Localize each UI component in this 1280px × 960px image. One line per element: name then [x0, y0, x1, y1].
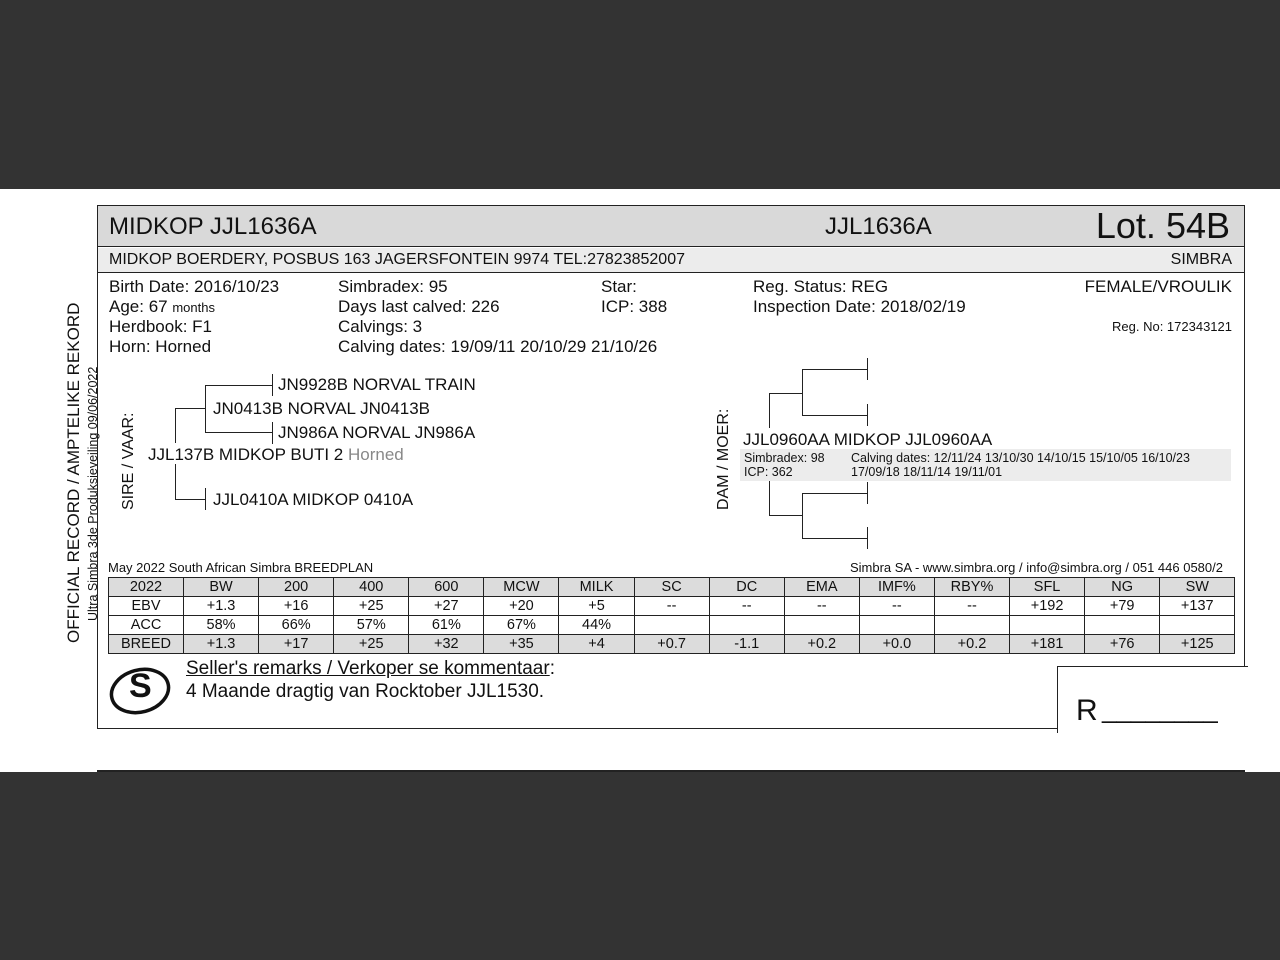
table-cell: ACC: [109, 616, 184, 635]
table-cell: [784, 616, 859, 635]
table-cell: +192: [1010, 597, 1085, 616]
icp: ICP: 388: [601, 297, 668, 316]
table-cell: 58%: [184, 616, 259, 635]
table-cell: +0.0: [859, 635, 934, 654]
remarks-heading: Seller's remarks / Verkoper se kommentaar:: [186, 658, 555, 679]
sire-parent-sire: JN0413B NORVAL JN0413B: [213, 399, 431, 418]
table-cell: --: [709, 597, 784, 616]
sale-name-label: Ultra Simbra 3de Produksieveiling 09/06/2022: [86, 366, 100, 621]
registration-number: Reg. No: 172343121: [1112, 319, 1232, 334]
auction-sheet: [0, 189, 1280, 772]
animal-name: MIDKOP JJL1636A: [109, 213, 317, 240]
table-cell: BREED: [109, 635, 184, 654]
table-cell: 2022: [109, 578, 184, 597]
price-box: [1057, 666, 1248, 733]
table-row-ebv: [109, 597, 1235, 616]
herdbook: Herdbook: F1: [109, 317, 212, 336]
horn-status: Horn: Horned: [109, 337, 212, 356]
official-record-label: OFFICIAL RECORD / AMPTELIKE REKORD: [64, 302, 83, 643]
table-cell: MILK: [559, 578, 634, 597]
table-cell: +0.2: [934, 635, 1009, 654]
breeder-address: MIDKOP BOERDERY, POSBUS 163 JAGERSFONTEIN 9974 TEL:27823852007: [109, 251, 685, 268]
table-cell: +17: [259, 635, 334, 654]
dam-simbradex: Simbradex: 98: [744, 451, 825, 465]
table-cell: 61%: [409, 616, 484, 635]
table-cell: --: [634, 597, 709, 616]
birth-date: Birth Date: 2016/10/23: [109, 277, 280, 296]
table-cell: +125: [1160, 635, 1235, 654]
breedplan-table: [108, 577, 1235, 654]
table-cell: +4: [559, 635, 634, 654]
table-cell: --: [784, 597, 859, 616]
age-unit: months: [172, 300, 215, 315]
table-cell: RBY%: [934, 578, 1009, 597]
table-cell: +16: [259, 597, 334, 616]
table-cell: [1160, 616, 1235, 635]
sire-name: JJL137B MIDKOP BUTI 2 Horned: [148, 445, 404, 464]
dam-calving-dates-1: Calving dates: 12/11/24 13/10/30 14/10/15 15/10/05 16/10/23: [851, 451, 1190, 465]
table-cell: -1.1: [709, 635, 784, 654]
table-cell: +35: [484, 635, 559, 654]
table-cell: EBV: [109, 597, 184, 616]
table-cell: --: [859, 597, 934, 616]
table-cell: +79: [1085, 597, 1160, 616]
table-cell: [859, 616, 934, 635]
sire-horn: Horned: [348, 445, 404, 464]
dam-calving-dates-2: 17/09/18 18/11/14 19/11/01: [851, 465, 1003, 479]
breedplan-title: May 2022 South African Simbra BREEDPLAN: [108, 560, 374, 575]
table-cell: +32: [409, 635, 484, 654]
table-cell: 200: [259, 578, 334, 597]
table-cell: +137: [1160, 597, 1235, 616]
table-cell: DC: [709, 578, 784, 597]
table-row-breed: [109, 635, 1235, 654]
dam-label: DAM / MOER:: [715, 408, 732, 510]
days-last-calved: Days last calved: 226: [338, 297, 500, 316]
price-blank[interactable]: ________: [1102, 694, 1218, 724]
lot-number: Lot. 54B: [1095, 205, 1230, 246]
sire-dam: JJL0410A MIDKOP 0410A: [213, 490, 414, 509]
sire-dam-dam: JN986A NORVAL JN986A: [278, 423, 476, 442]
animal-id: JJL1636A: [825, 213, 932, 240]
price-currency: R: [1076, 694, 1098, 727]
simbra-logo-letter: S: [129, 667, 152, 705]
table-cell: +0.2: [784, 635, 859, 654]
table-cell: 600: [409, 578, 484, 597]
reg-status: Reg. Status: REG: [753, 277, 889, 296]
dam-name: JJL0960AA MIDKOP JJL0960AA: [743, 430, 993, 449]
breedplan-contact: Simbra SA - www.simbra.org / info@simbra.org / 051 446 0580/2: [849, 560, 1223, 575]
table-row-acc: [109, 616, 1235, 635]
table-cell: [1085, 616, 1160, 635]
table-cell: SW: [1160, 578, 1235, 597]
table-cell: 400: [334, 578, 409, 597]
table-cell: +25: [334, 635, 409, 654]
table-cell: IMF%: [859, 578, 934, 597]
table-cell: [1010, 616, 1085, 635]
table-cell: EMA: [784, 578, 859, 597]
table-cell: 44%: [559, 616, 634, 635]
table-cell: SC: [634, 578, 709, 597]
breed-name: SIMBRA: [1170, 251, 1232, 268]
table-cell: [934, 616, 1009, 635]
table-cell: [634, 616, 709, 635]
table-cell: +0.7: [634, 635, 709, 654]
table-header-row: [109, 578, 1235, 597]
table-cell: +27: [409, 597, 484, 616]
table-cell: +25: [334, 597, 409, 616]
sire-sire: JN9928B NORVAL TRAIN: [278, 375, 476, 394]
table-cell: 57%: [334, 616, 409, 635]
table-cell: +20: [484, 597, 559, 616]
table-cell: +1.3: [184, 597, 259, 616]
table-cell: +1.3: [184, 635, 259, 654]
table-cell: --: [934, 597, 1009, 616]
inspection-date: Inspection Date: 2018/02/19: [753, 297, 966, 316]
star: Star:: [601, 277, 637, 296]
table-cell: 66%: [259, 616, 334, 635]
sire-label: SIRE / VAAR:: [120, 412, 137, 510]
table-cell: SFL: [1010, 578, 1085, 597]
calving-dates: Calving dates: 19/09/11 20/10/29 21/10/26: [338, 337, 658, 356]
table-cell: +181: [1010, 635, 1085, 654]
table-cell: MCW: [484, 578, 559, 597]
table-cell: 67%: [484, 616, 559, 635]
simbradex: Simbradex: 95: [338, 277, 448, 296]
sex: FEMALE/VROULIK: [1084, 277, 1232, 296]
table-cell: [709, 616, 784, 635]
table-cell: +5: [559, 597, 634, 616]
table-cell: +76: [1085, 635, 1160, 654]
age: Age: 67 months: [109, 297, 215, 316]
dam-icp: ICP: 362: [744, 465, 793, 479]
table-cell: NG: [1085, 578, 1160, 597]
calvings: Calvings: 3: [338, 317, 423, 336]
table-cell: BW: [184, 578, 259, 597]
remarks-text: 4 Maande dragtig van Rocktober JJL1530.: [186, 681, 545, 702]
